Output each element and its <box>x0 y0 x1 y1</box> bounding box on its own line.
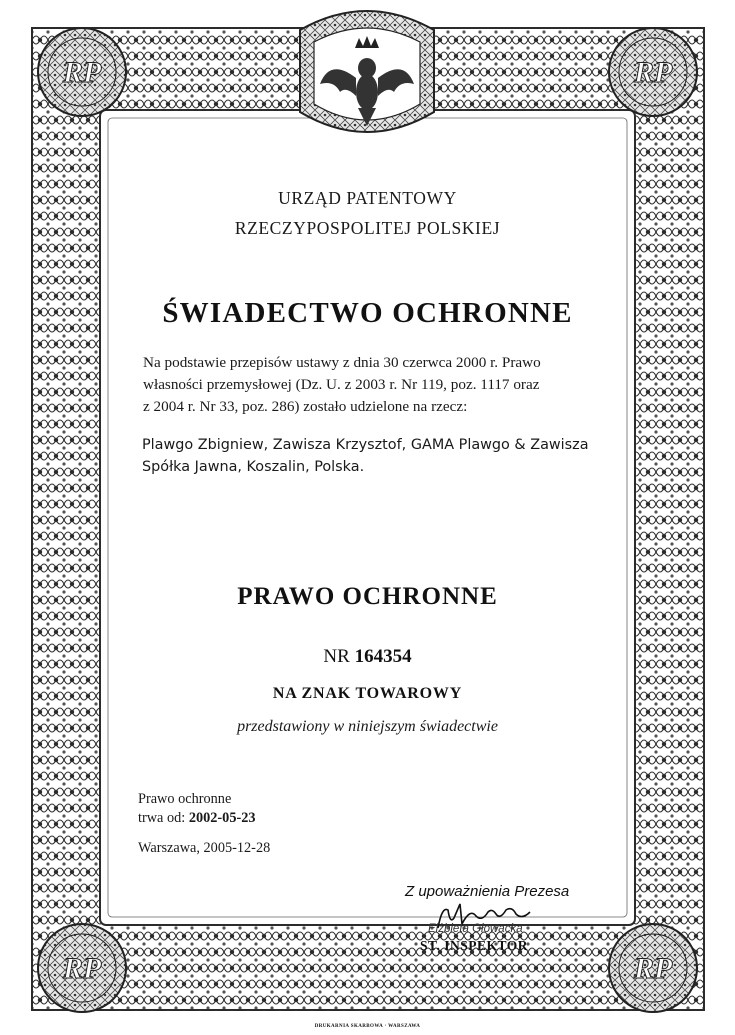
eagle-emblem <box>300 11 434 132</box>
validity-date: 2002-05-23 <box>188 810 256 826</box>
registration-number-value: 164354 <box>354 646 412 667</box>
validity-line-1: Prawo ochronne <box>138 791 232 807</box>
certificate-title: ŚWIADECTWO OCHRONNE <box>162 297 573 329</box>
corner-seal-text: RP <box>62 56 102 89</box>
legal-basis-line-1: Na podstawie przepisów ustawy z dnia 30 czerwca 2000 r. Prawo <box>143 354 541 371</box>
right-title: PRAWO OCHRONNE <box>237 583 498 610</box>
right-type: NA ZNAK TOWAROWY <box>272 685 463 702</box>
legal-basis-line-2: własności przemysłowej (Dz. U. z 2003 r. Nr 119, poz. 1117 oraz <box>143 376 540 393</box>
signatory-position: ST. INSPEKTOR <box>420 938 529 953</box>
issuer-line-2: RZECZYPOSPOLITEJ POLSKIEJ <box>234 218 501 238</box>
issuer-line-1: URZĄD PATENTOWY <box>278 188 457 208</box>
validity-line-2 <box>138 808 256 828</box>
legal-basis-line-3: z 2004 r. Nr 33, poz. 286) zostało udzielone na rzecz: <box>143 398 468 415</box>
registration-number-prefix: NR <box>323 646 350 667</box>
owners-line-1: Plawgo Zbigniew, Zawisza Krzysztof, GAMA Plawgo & Zawisza <box>142 437 589 453</box>
validity-label: trwa od: <box>138 810 186 826</box>
owners-line-2: Spółka Jawna, Koszalin, Polska. <box>142 459 365 475</box>
place-date: Warszawa, 2005-12-28 <box>138 840 271 856</box>
subtitle: przedstawiony w niniejszym świadectwie <box>237 718 498 735</box>
signatory-name: Elżbieta Głowacka <box>428 923 523 935</box>
registration-number <box>0 646 735 668</box>
corner-seal-text: RP <box>633 952 673 985</box>
border-band <box>32 28 704 1010</box>
printer-imprint: DRUKARNIA SKARBOWA · WARSZAWA <box>314 1024 421 1029</box>
signature-authorization: Z upoważnienia Prezesa <box>405 883 570 900</box>
corner-seal-text: RP <box>62 952 102 985</box>
corner-seal-text: RP <box>633 56 673 89</box>
